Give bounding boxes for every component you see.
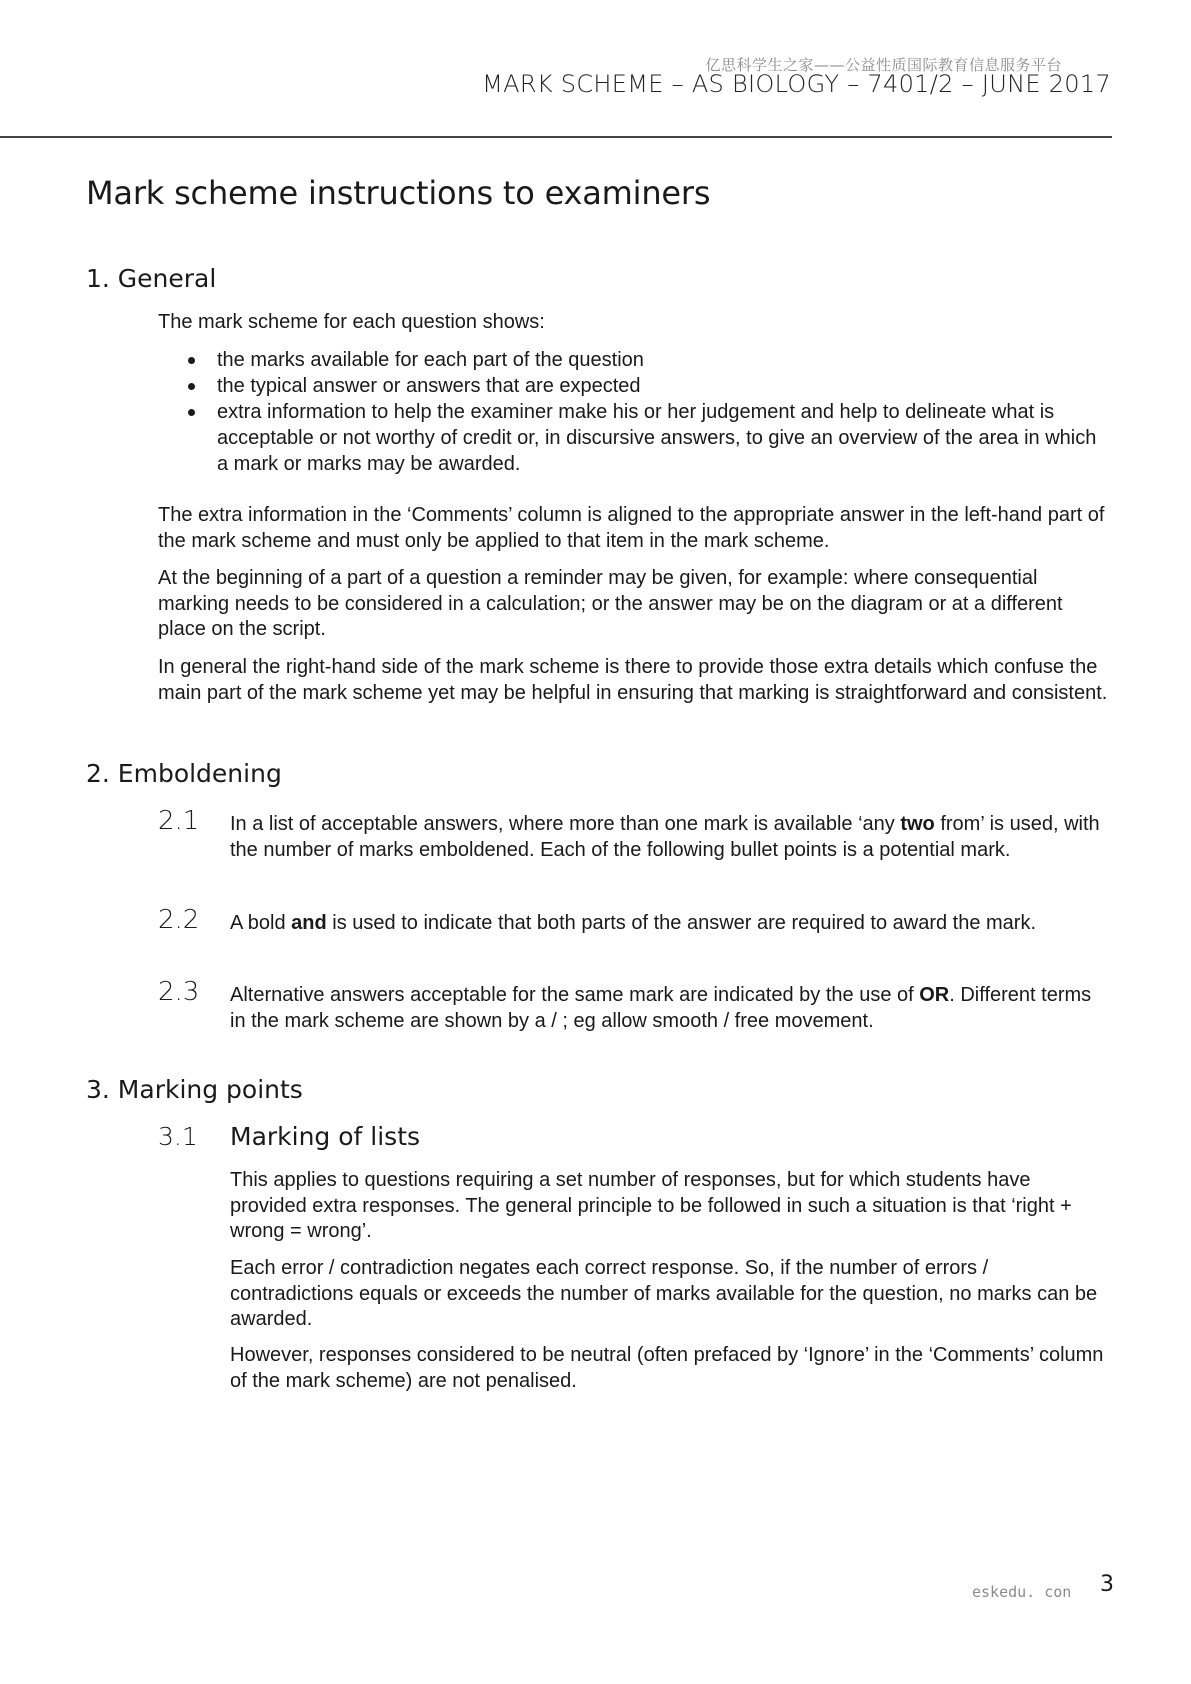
- footer-site-text: eskedu. con: [972, 1583, 1072, 1601]
- section-marking-points-heading: 3. Marking points: [86, 1075, 303, 1104]
- item-number: 2.3: [158, 977, 200, 1007]
- marking-paragraph: This applies to questions requiring a set number of responses, but for which students have provided extra responses. The general principle to be followed in such a situation is that ‘right + wrong = wrong’.: [230, 1169, 1072, 1242]
- subsection-heading: Marking of lists: [230, 1122, 421, 1151]
- list-item: the typical answer or answers that are expected: [184, 373, 1104, 399]
- emboldening-item-text: Alternative answers acceptable for the same mark are indicated by the use of OR. Different terms in the mark scheme are shown by a / ; eg allow smooth / free movement.: [230, 984, 1092, 1032]
- page-number: 3: [1100, 1572, 1114, 1597]
- general-intro: The mark scheme for each question shows:: [158, 311, 545, 333]
- item-number: 2.1: [158, 806, 200, 836]
- subsection-number: 3.1: [158, 1122, 198, 1151]
- page-title: Mark scheme instructions to examiners: [86, 174, 711, 212]
- header-watermark: 亿思科学生之家——公益性质国际教育信息服务平台: [705, 56, 1062, 74]
- emboldening-item-text: In a list of acceptable answers, where more than one mark is available ‘any two from’ is used, with the number of marks emboldened. Each of the following bullet points is a potential mark.: [230, 813, 1100, 861]
- list-item: the marks available for each part of the question: [184, 347, 1104, 373]
- marking-paragraph: However, responses considered to be neutral (often prefaced by ‘Ignore’ in the ‘Comments’ column of the mark scheme) are not penalised.: [230, 1344, 1104, 1392]
- general-paragraph: The extra information in the ‘Comments’ column is aligned to the appropriate answer in the left-hand part of the mark scheme and must only be applied to that item in the mark scheme.: [158, 504, 1105, 552]
- list-item: extra information to help the examiner make his or her judgement and help to delineate what is acceptable or not worthy of credit or, in discursive answers, to give an overview of the area in which a mark or marks may be awarded.: [184, 399, 1104, 477]
- general-paragraph: In general the right-hand side of the mark scheme is there to provide those extra details which confuse the main part of the mark scheme yet may be helpful in ensuring that marking is straightforward and consistent.: [158, 656, 1108, 704]
- section-emboldening-heading: 2. Emboldening: [86, 759, 282, 788]
- header-divider: [0, 136, 1112, 138]
- emboldening-item-text: A bold and is used to indicate that both parts of the answer are required to award the mark.: [230, 912, 1037, 934]
- general-bullet-list: [184, 347, 1104, 477]
- document-header-title: MARK SCHEME – AS BIOLOGY – 7401/2 – JUNE 2017: [482, 70, 1111, 98]
- section-general-heading: 1. General: [86, 264, 217, 293]
- general-paragraph: At the beginning of a part of a question a reminder may be given, for example: where consequential marking needs to be considered in a calculation; or the answer may be on the diagram or at a different place on the script.: [158, 567, 1063, 640]
- item-number: 2.2: [158, 905, 200, 935]
- marking-paragraph: Each error / contradiction negates each correct response. So, if the number of errors / contradictions equals or exceeds the number of marks available for the question, no marks can be awarded.: [230, 1257, 1098, 1330]
